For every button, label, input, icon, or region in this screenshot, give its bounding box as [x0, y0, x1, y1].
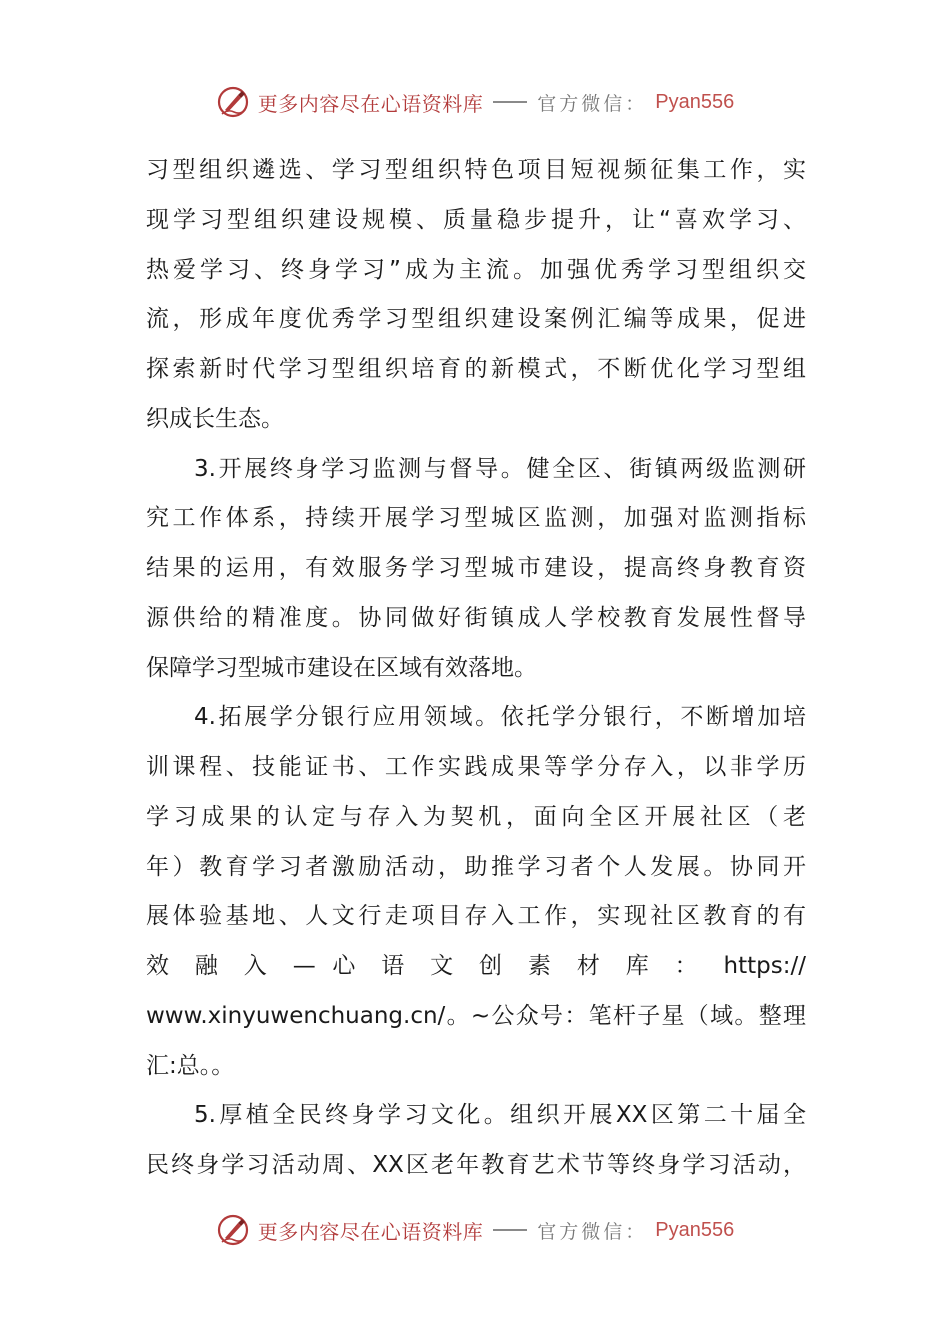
text-line: 年）教育学习者激励活动，助推学习者个人发展。协同开 — [146, 853, 806, 880]
text-line: 流，形成年度优秀学习型组织建设案例汇编等成果，促进 — [146, 306, 806, 333]
pen-logo-icon — [216, 85, 250, 119]
document-body — [146, 146, 806, 1191]
banner-text: 更多内容尽在心语资料库 — [257, 1219, 484, 1244]
banner-dash — [493, 1229, 527, 1231]
text-line: 民终身学习活动周、XX区老年教育艺术节等终身学习活动， — [146, 1152, 806, 1178]
banner-official-label: 官方微信： — [537, 1220, 648, 1243]
text-line: 展体验基地、人文行走项目存入工作，实现社区教育的有 — [146, 903, 806, 930]
banner-official-label: 官方微信： — [537, 92, 648, 115]
text-line: 结果的运用，有效服务学习型城市建设，提高终身教育资 — [146, 555, 806, 581]
banner-wechat-id: Pyan556 — [655, 1218, 735, 1241]
pen-logo-icon — [216, 1213, 250, 1247]
text-line: 学习成果的认定与存入为契机，面向全区开展社区（老 — [146, 803, 806, 830]
banner-text: 更多内容尽在心语资料库 — [257, 91, 484, 116]
banner-dash — [493, 101, 527, 103]
text-line: 织成长生态。 — [146, 405, 284, 432]
text-line: 效 融 入 — 心 语 文 创 素 材 库 ： https:// — [146, 953, 806, 979]
text-line: 探索新时代学习型组织培育的新模式，不断优化学习型组 — [146, 356, 806, 382]
text-line: www.xinyuwenchuang.cn/。~公众号：笔杆子星（域。整理 — [146, 1002, 806, 1029]
text-line: 汇:总。。 — [146, 1052, 235, 1079]
banner-wechat-id: Pyan556 — [655, 90, 735, 113]
section-heading-line: 4.拓展学分银行应用领域。依托学分银行，不断增加培 — [194, 704, 806, 731]
text-line: 训课程、技能证书、工作实践成果等学分存入，以非学历 — [146, 754, 806, 780]
footer-watermark-banner — [0, 1210, 950, 1250]
text-line: 现学习型组织建设规模、质量稳步提升，让“喜欢学习、 — [146, 206, 806, 233]
section-heading-line: 5.厚植全民终身学习文化。组织开展XX区第二十届全 — [194, 1102, 806, 1129]
text-line: 源供给的精准度。协同做好街镇成人学校教育发展性督导 — [146, 604, 806, 631]
text-line: 保障学习型城市建设在区域有效落地。 — [146, 654, 537, 681]
text-line: 习型组织遴选、学习型组织特色项目短视频征集工作，实 — [146, 157, 806, 183]
header-watermark-banner — [0, 82, 950, 122]
text-line: 热爱学习、终身学习”成为主流。加强优秀学习型组织交 — [146, 256, 806, 283]
text-line: 究工作体系，持续开展学习型城区监测，加强对监测指标 — [146, 505, 806, 532]
section-heading-line: 3.开展终身学习监测与督导。健全区、街镇两级监测研 — [194, 455, 806, 482]
